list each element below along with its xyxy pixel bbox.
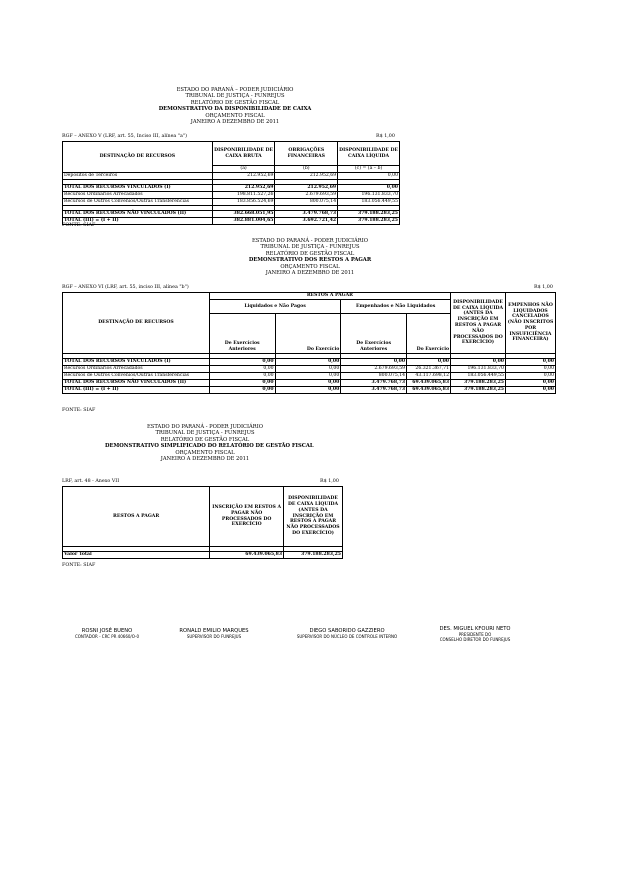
- col-inscricao: INSCRIÇÃO EM RESTOS A PAGAR NÃO PROCESSADOS DO EXERCÍCIO: [210, 487, 284, 547]
- report1-unit: R$ 1,00: [376, 134, 395, 139]
- signature-presidente: DES. MIGUEL KFOURI NETO PRESIDENTE DO CONSELHO DIRETOR DO FUNREJUS: [439, 626, 511, 642]
- table-row: Recursos Ordinários Arrecadados 198.811.527,26 2.679.693,59 196.131.833,70: [64, 192, 398, 198]
- report3-header: [105, 424, 314, 463]
- header-line: ESTADO DO PARANÁ - PODER JUDICIÁRIO: [146, 424, 263, 430]
- col-liquidados: Liquidados e Não Pagos: [209, 300, 340, 314]
- col-disp-liquida: DISPONIBILIDADE DE CAIXA LÍQUIDA (ANTES DA INSCRIÇÃO EM RESTOS A PAGAR NÃO PROCESSADOS DO EXERCÍCIO): [451, 293, 506, 354]
- col-emp-exercicio: Do Exercício: [407, 314, 451, 354]
- report1-title: DEMONSTRATIVO DA DISPONIBILIDADE DE CAIXA: [158, 106, 312, 113]
- table-row: Recursos de Outros Convênios/Outras Transferências 0,00 0,00 800.075,14 43.117.698,12 183.056.449,55 0,00: [64, 373, 554, 379]
- report3-ref: LRF, art. 48 - Anexo VII: [62, 479, 120, 484]
- table-row: TOTAL (III) = (I + II) 0,00 0,00 3.479.768,73 69.439.065,83 379.188.283,25 0,00: [64, 387, 554, 393]
- report2-ref: RGF – ANEXO VI (LRF, art. 55, inciso III, alínea "b"): [62, 285, 189, 290]
- report3-unit: R$ 1,00: [320, 479, 339, 484]
- table-row: Depósitos de Terceiros 212.952,69 212.952,69 0,00: [64, 173, 398, 179]
- header-line: ORÇAMENTO FISCAL: [175, 449, 235, 456]
- col-disp-liquida: DISPONIBILIDADE DE CAIXA LÍQUIDA (ANTES DA INSCRIÇÃO EM RESTOS A PAGAR NÃO PROCESSADOS DO EXERCÍCIO): [284, 487, 343, 547]
- col-emp-anteriores: De Exercícios Anteriores: [341, 314, 407, 354]
- header-line: ESTADO DO PARANÁ - PODER JUDICIÁRIO: [251, 238, 368, 244]
- header-line: RELATÓRIO DE GESTÃO FISCAL: [265, 250, 355, 257]
- report3-table: [62, 486, 343, 559]
- report2-unit: R$ 1,00: [534, 285, 553, 290]
- signature-supervisor-funrejus: RONALD EMILIO MARQUES SUPERVISOR DO FUNREJUS: [179, 628, 249, 639]
- table-row: TOTAL DOS RECURSOS VINCULADOS (I) 0,00 0,00 0,00 0,00 0,00 0,00: [64, 359, 554, 365]
- table-row: Recursos de Outros Convênios/Outras Transferências 183.856.524,69 800.075,14 183.056.449,55: [64, 199, 398, 205]
- report3-fonte: FONTE: SIAF: [62, 563, 96, 568]
- report3-title: DEMONSTRATIVO SIMPLIFICADO DO RELATÓRIO DE GESTÃO FISCAL: [105, 443, 314, 450]
- sub-c: (c) = (a – b): [338, 166, 400, 173]
- table-row: TOTAL DOS RECURSOS VINCULADOS (I) 212.952,69 212.952,69 0,00: [64, 185, 398, 191]
- col-restos-a-pagar: RESTOS A PAGAR: [63, 487, 210, 547]
- report1-fonte: FONTE: SIAF: [62, 223, 96, 228]
- table-row: TOTAL (III) = (I + II) 382.881.004,65 3.692.721,42 379.188.283,25: [64, 218, 398, 224]
- report1-table: [62, 141, 400, 225]
- col-liq-exercicio: Do Exercício: [275, 314, 341, 354]
- col-empenhos-cancelados: EMPENHOS NÃO LIQUIDADOS CANCELADOS (NÃO INSCRITOS POR INSUFICIÊNCIA FINANCEIRA): [505, 293, 555, 354]
- report2-header: [215, 238, 405, 276]
- header-line: JANEIRO A DEZEMBRO DE 2011: [190, 119, 280, 126]
- col-empenhados: Empenhados e Não Liquidados: [341, 300, 451, 314]
- table-row: Recursos Ordinários Arrecadados 0,00 0,00 2.679.693,59 26.321.367,71 196.131.833,70 0,00: [64, 366, 554, 372]
- col-disp-liquida: DISPONIBILIDADE DE CAIXA LÍQUIDA: [338, 142, 400, 166]
- table-row: Valor Total 69.439.065,83 379.188.283,25: [64, 552, 341, 558]
- header-line: TRIBUNAL DE JUSTIÇA - FUNREJUS: [260, 244, 360, 251]
- sub-a: (a): [212, 166, 275, 173]
- header-line: TRIBUNAL DE JUSTIÇA - FUNREJUS: [185, 93, 285, 100]
- report1-ref: RGF – ANEXO V (LRF, art. 55, Inciso III, alínea "a"): [62, 134, 187, 139]
- col-disp-bruta: DISPONIBILIDADE DE CAIXA BRUTA: [212, 142, 275, 166]
- sub-b: (b): [275, 166, 338, 173]
- report2-title: DEMONSTRATIVO DOS RESTOS A PAGAR: [248, 257, 372, 264]
- col-destinacao: DESTINAÇÃO DE RECURSOS: [63, 293, 210, 354]
- header-line: JANEIRO A DEZEMBRO DE 2011: [160, 456, 250, 463]
- header-line: TRIBUNAL DE JUSTIÇA - FUNREJUS: [155, 430, 255, 437]
- header-line: ORÇAMENTO FISCAL: [205, 112, 265, 119]
- col-destinacao: DESTINAÇÃO DE RECURSOS: [63, 142, 213, 173]
- signature-controle-interno: DIEGO SABORIDO GAZZIERO SUPERVISOR DO NÚCLEO DE CONTROLE INTERNO: [296, 628, 398, 639]
- header-line: RELATÓRIO DE GESTÃO FISCAL: [160, 436, 250, 443]
- header-line: ESTADO DO PARANÁ – PODER JUDICIÁRIO: [176, 87, 294, 93]
- report2-table: [62, 292, 556, 394]
- col-restos-a-pagar: RESTOS A PAGAR: [209, 293, 450, 300]
- table-row: TOTAL DOS RECURSOS NÃO VINCULADOS (II) 0,00 0,00 3.479.768,73 69.439.065,83 379.188.283,25 0,00: [64, 380, 554, 386]
- col-liq-anteriores: De Exercícios Anteriores: [209, 314, 275, 354]
- report1-header: [140, 87, 330, 125]
- header-line: JANEIRO A DEZEMBRO DE 2011: [265, 270, 355, 277]
- report2-fonte: FONTE: SIAF: [62, 408, 96, 413]
- header-line: RELATÓRIO DE GESTÃO FISCAL: [190, 99, 280, 106]
- table-row: TOTAL DOS RECURSOS NÃO VINCULADOS (II) 382.668.051,95 3.479.768,73 379.188.283,25: [64, 211, 398, 217]
- signature-contador: ROSNI JOSÉ BUENO CONTADOR - CRC PR 40660/O-0: [74, 628, 140, 639]
- header-line: ORÇAMENTO FISCAL: [280, 263, 340, 270]
- col-obrigacoes: OBRIGAÇÕES FINANCEIRAS: [275, 142, 338, 166]
